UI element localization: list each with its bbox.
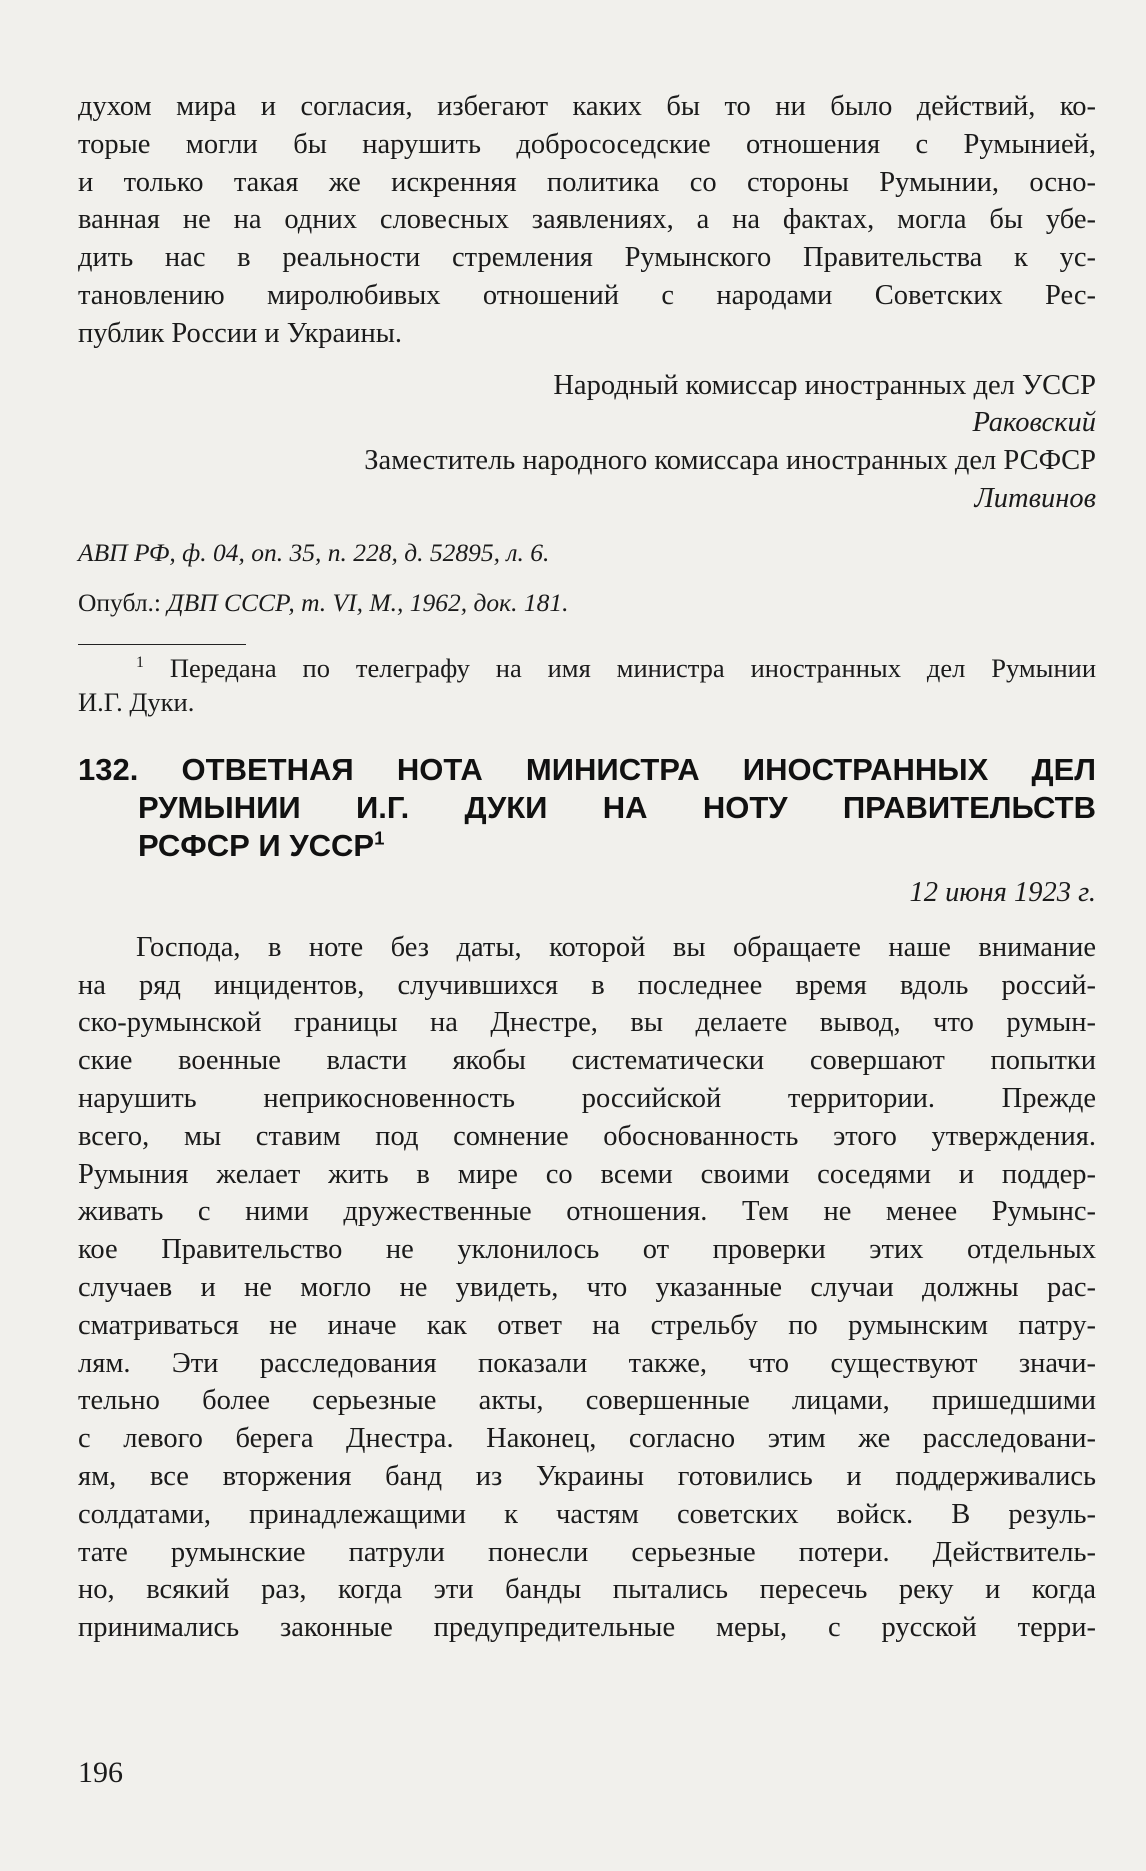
heading-line: РУМЫНИИ И.Г. ДУКИ НА НОТУ ПРАВИТЕЛЬСТВ — [138, 789, 1096, 825]
text-line: дить нас в реальности стремления Румынского Правительства к ус- — [78, 242, 1096, 274]
text-line: ско-румынской границы на Днестре, вы делаете вывод, что румын- — [78, 1007, 1096, 1039]
page-number: 196 — [78, 1756, 123, 1789]
text-line: случаев и не могло не увидеть, что указанные случаи должны рас- — [78, 1271, 1096, 1303]
text-line: с левого берега Днестра. Наконец, согласно этим же расследовани- — [78, 1423, 1096, 1455]
heading-line: РСФСР И УССР$^1$ — [138, 827, 385, 863]
footnote-marker: 1 — [136, 653, 144, 671]
text-line: кое Правительство не уклонилось от проверки этих отдельных — [78, 1234, 1096, 1266]
text-line: тановлению миролюбивых отношений с народами Советских Рес- — [78, 279, 1096, 311]
publication-label: Опубл.: — [78, 587, 161, 617]
text-line: тельно более серьезные акты, совершенные лицами, пришедшими — [78, 1385, 1096, 1417]
heading-footnote-marker: 1 — [374, 827, 385, 849]
footnote — [78, 651, 1096, 719]
text-line: тате румынские патрули понесли серьезные потери. Действитель- — [78, 1536, 1096, 1568]
publication-source: ДВП СССР, т. VI, М., 1962, док. 181. — [167, 587, 569, 617]
signature-title-1: Народный комиссар иностранных дел УССР — [553, 369, 1096, 401]
archive-reference: АВП РФ, ф. 04, оп. 35, п. 228, д. 52895, л. 6. — [78, 537, 550, 567]
publication-reference — [78, 586, 1096, 620]
heading-line: 132. ОТВЕТНАЯ НОТА МИНИСТРА ИНОСТРАННЫХ ДЕЛ — [78, 751, 1096, 787]
signature-name-1: Раковский — [972, 407, 1096, 439]
text-line: Господа, в ноте без даты, которой вы обращаете наше внимание — [136, 931, 1096, 963]
text-line: ям, все вторжения банд из Украины готовились и поддерживались — [78, 1460, 1096, 1492]
text-line: на ряд инцидентов, случившихся в последнее время вдоль россий- — [78, 969, 1096, 1001]
text-line: публик России и Украины. — [78, 317, 402, 349]
page-content — [78, 88, 1096, 1647]
text-line: ванная не на одних словесных заявлениях, а на фактах, могла бы убе- — [78, 204, 1096, 236]
text-line: нарушить неприкосновенность российской территории. Прежде — [78, 1082, 1096, 1114]
footnote-divider — [78, 644, 246, 645]
signature-name-2: Литвинов — [974, 482, 1096, 514]
text-line: сматриваться не иначе как ответ на стрельбу по румынским патру- — [78, 1309, 1096, 1341]
text-line: и только такая же искренняя политика со стороны Румынии, осно- — [78, 166, 1096, 198]
text-line: торые могли бы нарушить добрососедские отношения с Румынией, — [78, 128, 1096, 160]
text-line: принимались законные предупредительные меры, с русской терри- — [78, 1612, 1096, 1644]
signature-title-2: Заместитель народного комиссара иностранных дел РСФСР — [364, 445, 1096, 477]
text-line: духом мира и согласия, избегают каких бы то ни было действий, ко- — [78, 91, 1096, 122]
document-date: 12 июня 1923 г. — [909, 876, 1096, 908]
text-line: всего, мы ставим под сомнение обоснованность этого утверждения. — [78, 1120, 1096, 1152]
document-heading — [78, 751, 1096, 865]
footnote-line: И.Г. Дуки. — [78, 686, 195, 717]
text-line: ские военные власти якобы систематически совершают попытки — [78, 1045, 1096, 1077]
text-line: лям. Эти расследования показали также, что существуют значи- — [78, 1347, 1096, 1379]
paragraph-continuation — [78, 88, 1096, 353]
text-line: Румыния желает жить в мире со всеми своими соседями и поддер- — [78, 1158, 1096, 1190]
footnote-line: $^1$ Передана по телеграфу на имя министра иностранных дел Румынии — [136, 652, 1097, 683]
text-line: живать с ними дружественные отношения. Тем не менее Румынс- — [78, 1196, 1096, 1228]
text-line: солдатами, принадлежащими к частям советских войск. В резуль- — [78, 1498, 1096, 1530]
paragraph-body — [78, 929, 1096, 1647]
text-line: но, всякий раз, когда эти банды пытались пересечь реку и когда — [78, 1574, 1096, 1606]
